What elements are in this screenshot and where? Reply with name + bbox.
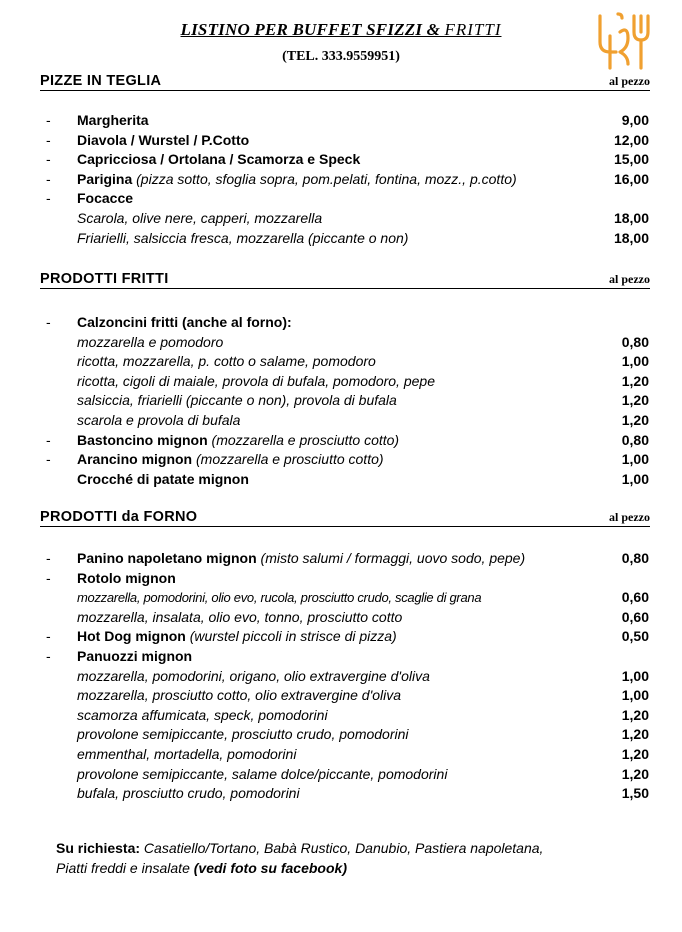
menu-item-row (0, 647, 682, 666)
menu-item-price: 1,00 (621, 687, 649, 704)
menu-item-name: Panino napoletano mignon (77, 550, 257, 566)
menu-item-row (0, 706, 682, 725)
menu-item-description (77, 647, 192, 666)
menu-item-description (77, 784, 300, 803)
bullet-dash: - (46, 628, 51, 645)
section-title: PRODOTTI da FORNO (40, 509, 198, 525)
menu-item-name: Diavola / Wurstel / P.Cotto (77, 131, 250, 148)
menu-item-price: 12,00 (613, 131, 649, 148)
menu-item-row (0, 111, 682, 130)
menu-item-price: 1,00 (621, 667, 649, 684)
menu-item-details: mozzarella, insalata, olio evo, tonno, prosciutto cotto (77, 608, 403, 625)
menu-item-row (0, 189, 682, 208)
bullet-dash: - (46, 569, 51, 586)
menu-item-row (0, 372, 682, 391)
menu-item-row (0, 725, 682, 744)
menu-item-row (0, 131, 682, 150)
title-main: LISTINO PER BUFFET SFIZZI & (180, 20, 445, 39)
menu-item-price: 0,80 (621, 550, 649, 566)
menu-item-description (77, 391, 397, 410)
menu-item-price: 1,20 (621, 765, 649, 782)
menu-item-description (77, 111, 149, 130)
menu-item-name: Arancino mignon (77, 451, 193, 468)
section-header (40, 72, 650, 91)
bullet-dash: - (46, 112, 51, 128)
menu-item-description (77, 667, 430, 686)
menu-item-row (0, 411, 682, 430)
menu-item-name: Focacce (77, 190, 134, 207)
footer-text-1: Casatiello/Tortano, Babà Rustico, Danubio, Pastiera napoletana, (140, 840, 544, 856)
section-unit: al pezzo (609, 510, 650, 524)
menu-item-details: mozzarella, pomodorini, olio evo, rucola, prosciutto crudo, scaglie di grana (77, 590, 482, 606)
menu-item-description (77, 450, 384, 469)
menu-item-description (77, 588, 481, 607)
fork-spoon-logo-icon (596, 12, 654, 70)
menu-item-row (0, 667, 682, 686)
bullet-dash: - (46, 131, 51, 148)
menu-item-details: mozzarella e pomodoro (77, 333, 224, 350)
menu-item-row (0, 170, 682, 189)
menu-item-price: 1,20 (621, 746, 649, 762)
menu-item-row (0, 229, 682, 248)
menu-item-price: 0,60 (621, 589, 649, 606)
menu-item-details: mozzarella, prosciutto cotto, olio extravergine d'oliva (77, 687, 402, 704)
menu-item-description (77, 686, 401, 705)
menu-item-description (77, 313, 292, 332)
bullet-dash: - (46, 190, 51, 207)
menu-item-details: Friarielli, salsiccia fresca, mozzarella (piccante o non) (77, 229, 409, 246)
menu-item-details: scarola e provola di bufala (77, 412, 241, 428)
menu-item-description (77, 411, 240, 430)
menu-item-details: (mozzarella e prosciutto cotto) (207, 431, 400, 448)
menu-item-price: 1,50 (621, 785, 649, 802)
section-header (40, 270, 650, 289)
menu-item-price: 1,00 (621, 470, 649, 487)
menu-item-name: Panuozzi mignon (77, 648, 193, 664)
menu-item-details: (misto salumi / formaggi, uovo sodo, pepe) (256, 550, 526, 566)
bullet-dash: - (46, 550, 51, 566)
menu-item-row (0, 784, 682, 803)
menu-item-price: 0,80 (621, 333, 649, 350)
bullet-dash: - (46, 170, 51, 187)
menu-item-price: 1,20 (621, 372, 649, 389)
menu-item-details: Scarola, olive nere, capperi, mozzarella (77, 210, 323, 226)
menu-item-details: provolone semipiccante, salame dolce/piccante, pomodorini (77, 765, 448, 782)
bullet-dash: - (46, 648, 51, 664)
menu-item-row (0, 313, 682, 332)
menu-item-name: Margherita (77, 112, 149, 128)
menu-item-name: Hot Dog mignon (77, 628, 186, 645)
menu-item-description (77, 431, 399, 450)
bullet-dash: - (46, 451, 51, 468)
menu-item-name: Crocché di patate mignon (77, 470, 249, 487)
menu-item-details: (pizza sotto, sfoglia sopra, pom.pelati, fontina, mozz., p.cotto) (132, 170, 517, 187)
menu-item-price: 15,00 (613, 151, 649, 168)
menu-item-row (0, 549, 682, 568)
menu-item-description (77, 150, 360, 169)
menu-item-details: emmenthal, mortadella, pomodorini (77, 746, 297, 762)
menu-item-row (0, 431, 682, 450)
menu-item-price: 9,00 (621, 112, 649, 128)
menu-item-details: ricotta, mozzarella, p. cotto o salame, pomodoro (77, 353, 376, 370)
page-title (0, 20, 682, 40)
menu-item-name: Bastoncino mignon (77, 431, 208, 448)
section-unit: al pezzo (609, 272, 650, 286)
menu-item-description (77, 569, 176, 588)
menu-item-details: provolone semipiccante, prosciutto crudo, pomodorini (77, 726, 409, 743)
section-header (40, 508, 650, 527)
menu-item-description (77, 549, 525, 568)
menu-item-price: 0,60 (621, 608, 649, 625)
menu-item-price: 1,00 (621, 353, 649, 370)
menu-item-row (0, 150, 682, 169)
menu-item-row (0, 569, 682, 588)
menu-item-row (0, 352, 682, 371)
section-unit: al pezzo (609, 74, 650, 88)
menu-item-details: scamorza affumicata, speck, pomodorini (77, 706, 328, 723)
menu-item-description (77, 372, 435, 391)
menu-item-price: 1,00 (621, 451, 649, 468)
menu-item-row (0, 686, 682, 705)
menu-item-description (77, 131, 249, 150)
menu-item-row (0, 209, 682, 228)
title-fritti: FRITTI (444, 20, 502, 39)
phone-number: (TEL. 333.9559951) (282, 49, 400, 64)
bullet-dash: - (46, 431, 51, 448)
menu-item-row (0, 765, 682, 784)
menu-item-row (0, 470, 682, 489)
menu-item-name: Parigina (77, 170, 133, 187)
menu-item-description (77, 352, 376, 371)
menu-item-description (77, 706, 328, 725)
menu-item-details: ricotta, cigoli di maiale, provola di bufala, pomodoro, pepe (77, 372, 435, 389)
menu-item-price: 0,50 (621, 628, 649, 645)
menu-item-description (77, 229, 408, 248)
menu-item-description (77, 470, 249, 489)
menu-item-name: Rotolo mignon (77, 569, 176, 586)
menu-item-details: (wurstel piccoli in strisce di pizza) (185, 628, 397, 645)
menu-item-description (77, 608, 402, 627)
menu-item-description (77, 189, 133, 208)
menu-item-name: Calzoncini fritti (anche al forno): (77, 314, 292, 330)
menu-item-description (77, 725, 409, 744)
menu-item-row (0, 627, 682, 646)
menu-item-row (0, 450, 682, 469)
menu-item-description (77, 170, 517, 189)
menu-item-row (0, 333, 682, 352)
menu-item-details: mozzarella, pomodorini, origano, olio extravergine d'oliva (77, 667, 430, 684)
menu-item-description (77, 627, 397, 646)
menu-item-row (0, 588, 682, 607)
menu-item-details: (mozzarella e prosciutto cotto) (192, 451, 384, 468)
menu-item-description (77, 745, 296, 764)
footer-text-2: Piatti freddi e insalate (56, 860, 194, 876)
menu-item-price: 18,00 (613, 229, 649, 246)
menu-item-description (77, 333, 223, 352)
menu-item-details: bufala, prosciutto crudo, pomodorini (77, 785, 300, 802)
menu-item-name: Capricciosa / Ortolana / Scamorza e Speck (77, 151, 361, 168)
footer-note (56, 838, 656, 878)
menu-item-price: 1,20 (621, 412, 649, 428)
menu-item-price: 18,00 (613, 210, 649, 226)
section-title: PIZZE IN TEGLIA (40, 73, 162, 89)
menu-item-price: 0,80 (621, 431, 649, 448)
menu-item-row (0, 391, 682, 410)
footer-facebook-note: (vedi foto su facebook) (193, 860, 347, 876)
section-title: PRODOTTI FRITTI (40, 271, 169, 287)
menu-item-row (0, 608, 682, 627)
menu-item-price: 16,00 (613, 170, 649, 187)
menu-item-row (0, 745, 682, 764)
menu-item-description (77, 765, 447, 784)
menu-item-price: 1,20 (621, 726, 649, 743)
menu-item-price: 1,20 (621, 392, 649, 409)
bullet-dash: - (46, 314, 51, 330)
menu-item-price: 1,20 (621, 706, 649, 723)
menu-item-description (77, 209, 322, 228)
menu-item-details: salsiccia, friarielli (piccante o non), provola di bufala (77, 392, 397, 409)
footer-label: Su richiesta: (56, 840, 141, 856)
bullet-dash: - (46, 151, 51, 168)
